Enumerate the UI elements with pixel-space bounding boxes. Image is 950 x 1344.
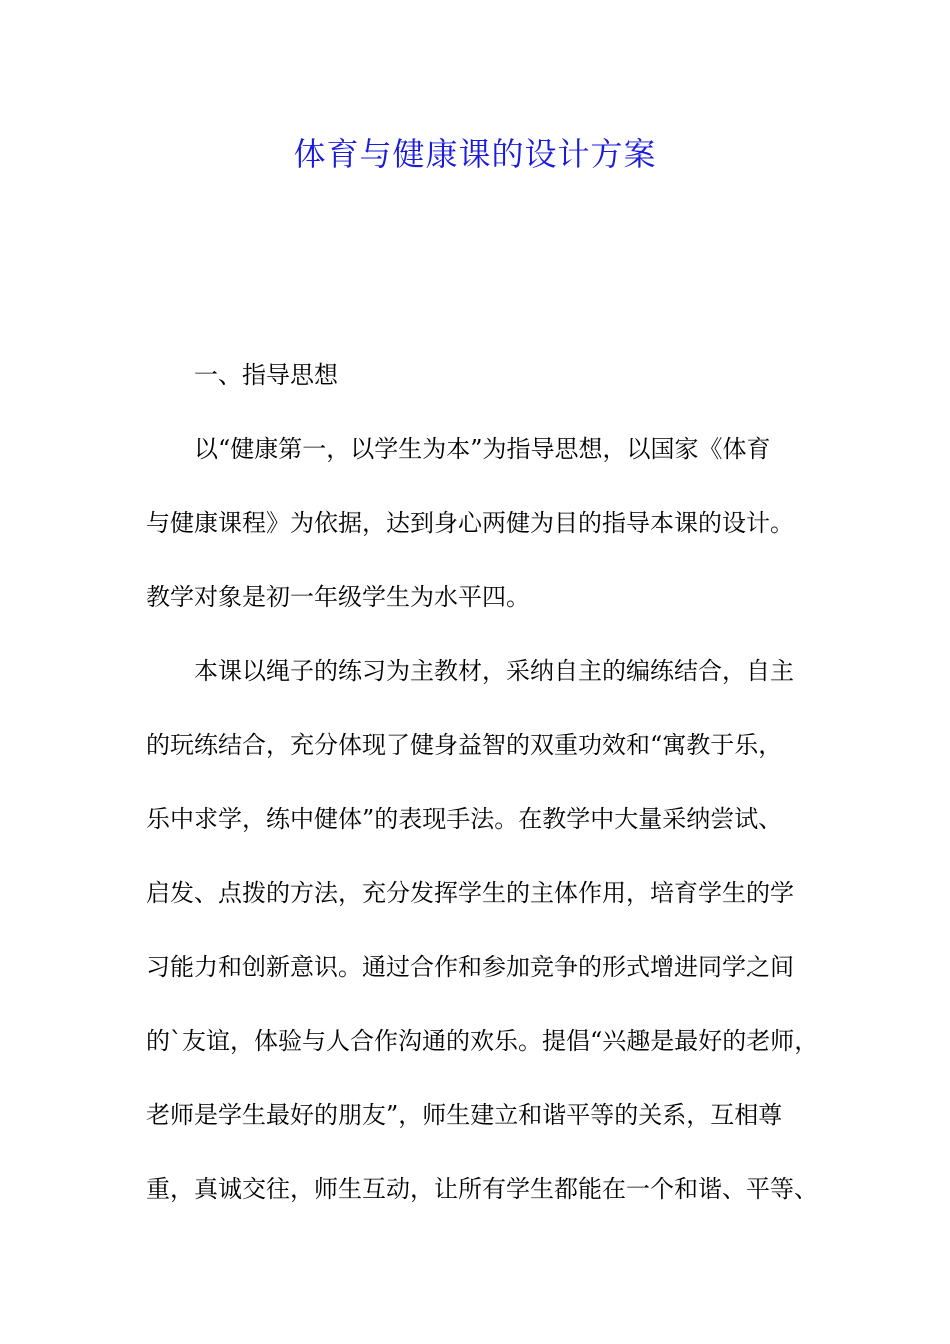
paragraph-line: 老师是学生最好的朋友”，师生建立和谐平等的关系，互相尊 — [146, 1101, 783, 1129]
document-title: 体育与健康课的设计方案 — [293, 135, 657, 173]
paragraph-line: 启发、点拨的方法，充分发挥学生的主体作用，培育学生的学 — [146, 879, 794, 907]
paragraph-line: 的`友谊，体验与人合作沟通的欢乐。提倡“兴趣是最好的老师， — [146, 1027, 819, 1055]
document-body — [146, 338, 826, 1226]
paragraph-line: 以“健康第一，以学生为本”为指导思想，以国家《体育 — [194, 435, 771, 463]
paragraph-line: 本课以绳子的练习为主教材，采纳自主的编练结合，自主 — [194, 657, 794, 685]
section-heading: 一、指导思想 — [194, 361, 338, 389]
paragraph-line: 重，真诚交往，师生互动，让所有学生都能在一个和谐、平等、 — [146, 1175, 818, 1203]
paragraph-line: 的玩练结合，充分体现了健身益智的双重功效和“寓教于乐， — [146, 731, 783, 759]
paragraph-line: 乐中求学，练中健体”的表现手法。在教学中大量采纳尝试、 — [146, 805, 783, 833]
paragraph-line: 与健康课程》为依据，达到身心两健为目的指导本课的设计。 — [146, 509, 794, 537]
paragraph-line: 教学对象是初一年级学生为水平四。 — [146, 583, 530, 611]
paragraph-line: 习能力和创新意识。通过合作和参加竞争的形式增进同学之间 — [146, 953, 794, 981]
